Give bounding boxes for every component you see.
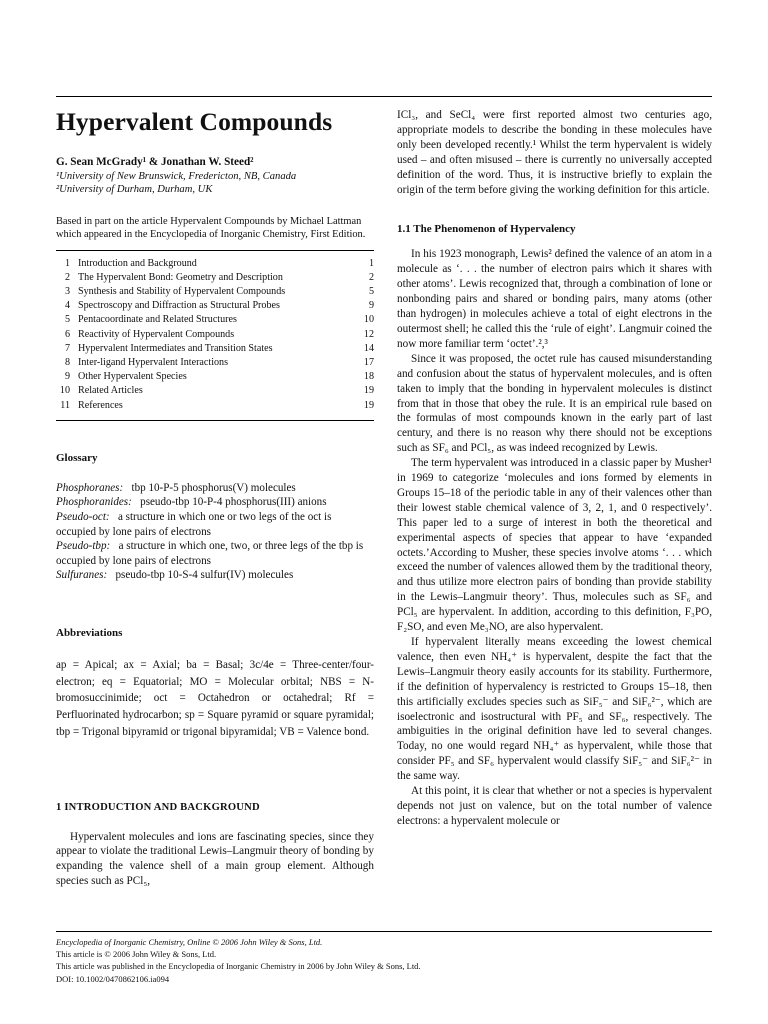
toc-num: 9 <box>64 371 70 383</box>
body-paragraph: Since it was proposed, the octet rule has caused misunderstanding and confusion about the status of hypervalent molecules, and is often taken to imply that the bonding in hypervalent molecules is distinct from that in those that obey the rule. It is an empirical rule based on the formulas of most compounds known in the early part of last century, and there is no reason why there should not be exceptions such as SF₆ and PCl₅, as was indeed recognized by Lewis. <box>397 352 712 455</box>
glossary-item: Phosphoranides: pseudo-tbp 10-P-4 phosphorus(III) anions <box>56 496 327 509</box>
toc-title: Reactivity of Hypervalent Compounds <box>78 328 235 340</box>
glossary-item: Sulfuranes: pseudo-tbp 10-S-4 sulfur(IV) molecules <box>56 569 294 582</box>
section-1-heading: 1 INTRODUCTION AND BACKGROUND <box>56 801 260 813</box>
glossary-item: Pseudo-oct: a structure in which one or two legs of the oct is occupied by lone pairs of electrons <box>56 511 332 538</box>
body-paragraph: The term hypervalent was introduced in a classic paper by Musher¹ in 1969 to categorize ‘molecules and ions formed by elements in Groups 15–18 of the periodic table in any of their valences other than their lowest stable chemical valence of 3, 2, 1, and 0 respectively’. This paper led to a surge of interest in both the theoretical and experimental aspects of species that appear to have ‘expanded octets.’According to Musher, these species involve atoms ‘. . . which exceed the number of valences allowed them by the traditional theory, and thus utilize more electron pairs of bonding than provide stability in the Lewis–Langmuir theory’. Thus, molecules such as SF₆ and PCl₅ are hypervalent. In addition, according to this definition, F₃PO, F₂SO, and even Me₃NO, are also hypervalent. <box>397 457 712 634</box>
top-rule <box>56 96 712 97</box>
toc-title: Introduction and Background <box>78 257 197 269</box>
toc-page: 1 <box>368 257 374 269</box>
continuation-paragraph: ICl₃, and SeCl₄ were first reported almost two centuries ago, appropriate models to describe the bonding in these molecules have only been developed recently.¹ Whilst the term hypervalent is widely used – and often misused – there is currently no universally accepted definition of the word. Thus, it is instructive briefly to explain the origin of the term before giving the working definition for this article. <box>397 109 712 196</box>
toc-title: The Hypervalent Bond: Geometry and Description <box>78 271 283 283</box>
toc-page: 19 <box>363 399 374 411</box>
toc-title: Hypervalent Intermediates and Transition States <box>78 342 273 354</box>
authors: G. Sean McGrady¹ & Jonathan W. Steed² <box>56 156 254 168</box>
toc-row[interactable] <box>56 285 374 299</box>
toc-title: Related Articles <box>78 385 143 397</box>
subsection-heading: 1.1 The Phenomenon of Hypervalency <box>397 223 576 236</box>
right-column <box>397 104 712 829</box>
footer-rule <box>56 931 712 932</box>
toc-title: Other Hypervalent Species <box>78 371 187 383</box>
toc-title: Pentacoordinate and Related Structures <box>78 314 237 326</box>
toc-row[interactable] <box>56 342 374 356</box>
body-paragraph: At this point, it is clear that whether or not a species is hypervalent depends not just on valence, but on the total number of valence electrons: a hypervalent molecule or <box>397 785 712 827</box>
footer-line: This article is © 2006 John Wiley & Sons, Ltd. <box>56 949 217 960</box>
toc-num: 7 <box>64 342 70 354</box>
toc-num: 5 <box>64 314 70 326</box>
toc-row[interactable] <box>56 370 374 384</box>
toc-page: 14 <box>363 342 374 354</box>
toc-num: 11 <box>60 399 70 411</box>
toc-page: 19 <box>363 385 374 397</box>
toc-page: 18 <box>363 371 374 383</box>
toc-num: 8 <box>64 357 70 369</box>
toc-row[interactable] <box>56 384 374 398</box>
abbreviations-heading: Abbreviations <box>56 627 123 640</box>
footer-line: This article was published in the Encyclopedia of Inorganic Chemistry in 2006 by John Wiley & Sons, Ltd. <box>56 961 421 972</box>
section-1-paragraph: Hypervalent molecules and ions are fascinating species, since they appear to violate the traditional Lewis–Langmuir theory of bonding by expanding the valence shell of a main group element. Although species such as PCl₅, <box>56 830 374 888</box>
affiliation-2: ²University of Durham, Durham, UK <box>56 184 213 196</box>
toc-row[interactable] <box>56 299 374 313</box>
toc-row[interactable] <box>56 328 374 342</box>
glossary-list <box>56 481 374 583</box>
glossary-heading: Glossary <box>56 451 98 464</box>
left-column <box>56 104 374 889</box>
toc-num: 4 <box>64 300 70 312</box>
toc-title: References <box>78 399 123 411</box>
toc-page: 17 <box>363 357 374 369</box>
toc-row[interactable] <box>56 257 374 271</box>
toc-row[interactable] <box>56 356 374 370</box>
abbreviations-text: ap = Apical; ax = Axial; ba = Basal; 3c/4e = Three-center/four-electron; eq = Equatorial; MO = Molecular orbital; NBS = N-bromosuccinimide; oct = Octahedron or octahedral; Rf = Perfluorinated hydrocarbon; sp = Square pyramid or square pyramidal; tbp = Trigonal bipyramid or trigonal bipyramidal; VB = Valence bond. <box>56 659 374 738</box>
based-on-note: Based in part on the article Hypervalent Compounds by Michael Lattman which appeared in the Encyclopedia of Inorganic Chemistry, First Edition. <box>56 215 366 241</box>
toc-page: 9 <box>368 300 374 312</box>
toc-num: 10 <box>59 385 70 397</box>
toc-title: Inter-ligand Hypervalent Interactions <box>78 357 229 369</box>
toc-num: 6 <box>64 328 70 340</box>
toc-page: 10 <box>363 314 374 326</box>
toc-row[interactable] <box>56 399 374 413</box>
article-title: Hypervalent Compounds <box>56 107 333 136</box>
toc-page: 5 <box>368 286 374 298</box>
toc-num: 3 <box>64 286 70 298</box>
toc-row[interactable] <box>56 313 374 327</box>
footer <box>56 936 712 985</box>
glossary-item: Phosphoranes: tbp 10-P-5 phosphorus(V) molecules <box>56 481 296 494</box>
toc-title: Spectroscopy and Diffraction as Structural Probes <box>78 300 280 312</box>
body-paragraph: If hypervalent literally means exceeding the lowest chemical valence, then even NH₄⁺ is hypervalent, despite the fact that the Lewis–Langmuir theory easily accounts for its stability. Furthermore, if the definition of hypervalency is restricted to Groups 15–18, then this artificially excludes species such as SiF₅⁻ and SiF₆²⁻, which are isoelectronic and isostructural with PF₅ and SF₆, respectively. The ambiguities in the original definition have led to several changes. Today, no one would regard NH₄⁺ as hypervalent, while those that consider PF₅ and SF₆ hypervalent would classify SiF₅⁻ and SiF₆²⁻ in the same way. <box>397 636 712 783</box>
toc-row[interactable] <box>56 271 374 285</box>
toc-num: 1 <box>64 257 70 269</box>
toc-title: Synthesis and Stability of Hypervalent Compounds <box>78 286 286 298</box>
toc-page: 12 <box>363 328 374 340</box>
toc-num: 2 <box>64 271 70 283</box>
footer-line: Encyclopedia of Inorganic Chemistry, Online © 2006 John Wiley & Sons, Ltd. <box>56 937 323 947</box>
glossary-item: Pseudo-tbp: a structure in which one, two, or three legs of the tbp is occupied by lone pairs of electrons <box>56 540 364 567</box>
table-of-contents <box>56 250 374 421</box>
footer-doi: DOI: 10.1002/0470862106.ia094 <box>56 973 170 984</box>
body-paragraph: In his 1923 monograph, Lewis² defined the valence of an atom in a molecule as ‘. . . the number of electron pairs which it shares with other atoms’. Lewis recognized that, through a combination of lone or nonbonding pairs and shared or bonding pairs, many atoms (other than hydrogen) in molecules achieve a total of eight electrons in the outermost shell; he called this the ‘rule of eight’. Langmuir coined the now more familiar term ‘octet’.²,³ <box>397 248 712 350</box>
affiliation-1: ¹University of New Brunswick, Fredericton, NB, Canada <box>56 171 297 182</box>
toc-page: 2 <box>368 271 374 283</box>
